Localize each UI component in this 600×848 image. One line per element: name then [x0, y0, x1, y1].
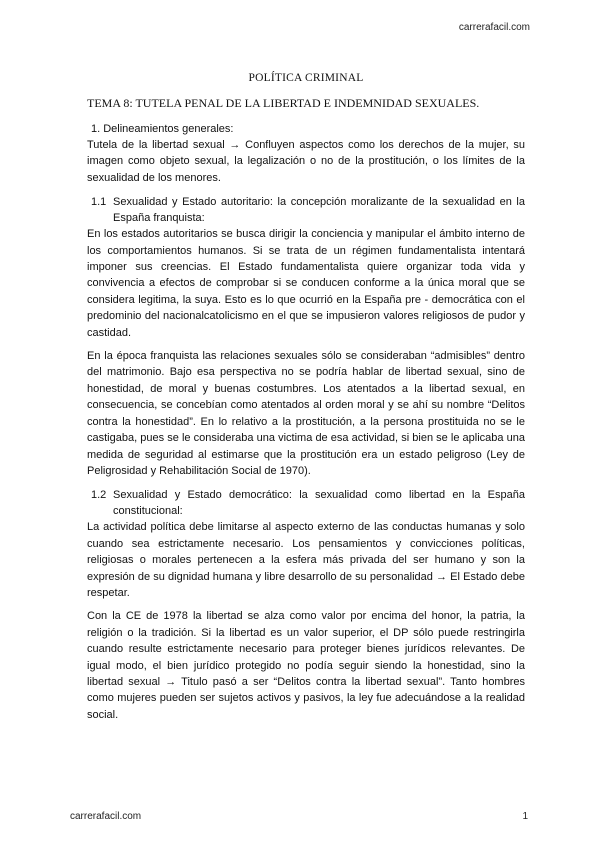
- header-site-name: carrerafacil.com: [458, 22, 530, 33]
- section-1-heading: 1. Delineamientos generales:: [91, 123, 234, 135]
- section-1-2-title: Sexualidad y Estado democrático: la sexualidad como libertad en la España constitucional:: [113, 489, 525, 518]
- section-1-1-heading: [87, 194, 525, 226]
- section-1-2-paragraph-1: La actividad política debe limitarse al aspecto externo de las conductas humanas y solo cuando sea estrictamente necesario. Los pensamientos y convicciones políticas, religiosas o morales pertenecen a la esfera más privada del ser humano y son la expresión de su dignidad humana y libre desarrollo de su personalidad → El Estado debe respetar.: [87, 521, 525, 599]
- document-title: POLÍTICA CRIMINAL: [248, 72, 364, 84]
- section-1-2-heading: [87, 487, 525, 519]
- document-body: [87, 72, 525, 723]
- page-number: 1: [522, 811, 528, 822]
- document-subtitle: TEMA 8: TUTELA PENAL DE LA LIBERTAD E INDEMNIDAD SEXUALES.: [87, 96, 480, 110]
- footer-site-name: carrerafacil.com: [70, 811, 142, 822]
- section-1-paragraph: Tutela de la libertad sexual → Confluyen aspectos como los derechos de la mujer, su imagen como objeto sexual, la legalización o no de la prostitución, o los límites de la sexualidad de los menores.: [87, 139, 525, 184]
- section-1-2-paragraph-2: Con la CE de 1978 la libertad se alza como valor por encima del honor, la patria, la religión o la tradición. Si la libertad es un valor superior, el DP sólo puede restringirla cuando resulte estrictamente necesario para proteger bienes jurídicos relevantes. De igual modo, el bien jurídico protegido no podía seguir siendo la honestidad, sino la libertad sexual → Titulo pasó a ser “Delitos contra la libertad sexual”. Tanto hombres como mujeres pueden ser sujetos activos y pasivos, la ley fue adecuándose a la realidad social.: [87, 610, 525, 721]
- section-1-1-paragraph-1: En los estados autoritarios se busca dirigir la conciencia y manipular el ámbito interno de los comportamientos humanos. Si se trata de un régimen fundamentalista intentará imponer sus creencias. El Estado fundamentalista quiere organizar toda vida y convivencia a efectos de comprobar si se conducen conforme a la única moral que se considera legitima, la suya. Esto es lo que ocurrió en la España pre - democrática con el predominio del nacionalcatolicismo en el que se impusieron valores religiosos de pudor y castidad.: [87, 228, 525, 339]
- section-1-1-number: 1.1: [91, 196, 107, 209]
- section-1-1-paragraph-2: En la época franquista las relaciones sexuales sólo se consideraban “admisibles” dentro del matrimonio. Bajo esa perspectiva no se podría hablar de libertad sexual, sino de honestidad, de moral y buenas costumbres. Los atentados a la libertad sexual, en consecuencia, se concebían como atentados al orden moral y se ahí su nombre “Delitos contra la honestidad”. En lo relativo a la prostitución, a la persona prostituida no se le castigaba, pues se le consideraba una victima de esa actividad, si bien se le aplicaba una medida de seguridad al estimarse que la prostitución era un estado peligroso (Ley de Peligrosidad y Rehabilitación Social de 1970).: [87, 350, 525, 477]
- section-1-2-number: 1.2: [91, 489, 107, 502]
- section-1-1-title: Sexualidad y Estado autoritario: la concepción moralizante de la sexualidad en la España franquista:: [113, 196, 525, 225]
